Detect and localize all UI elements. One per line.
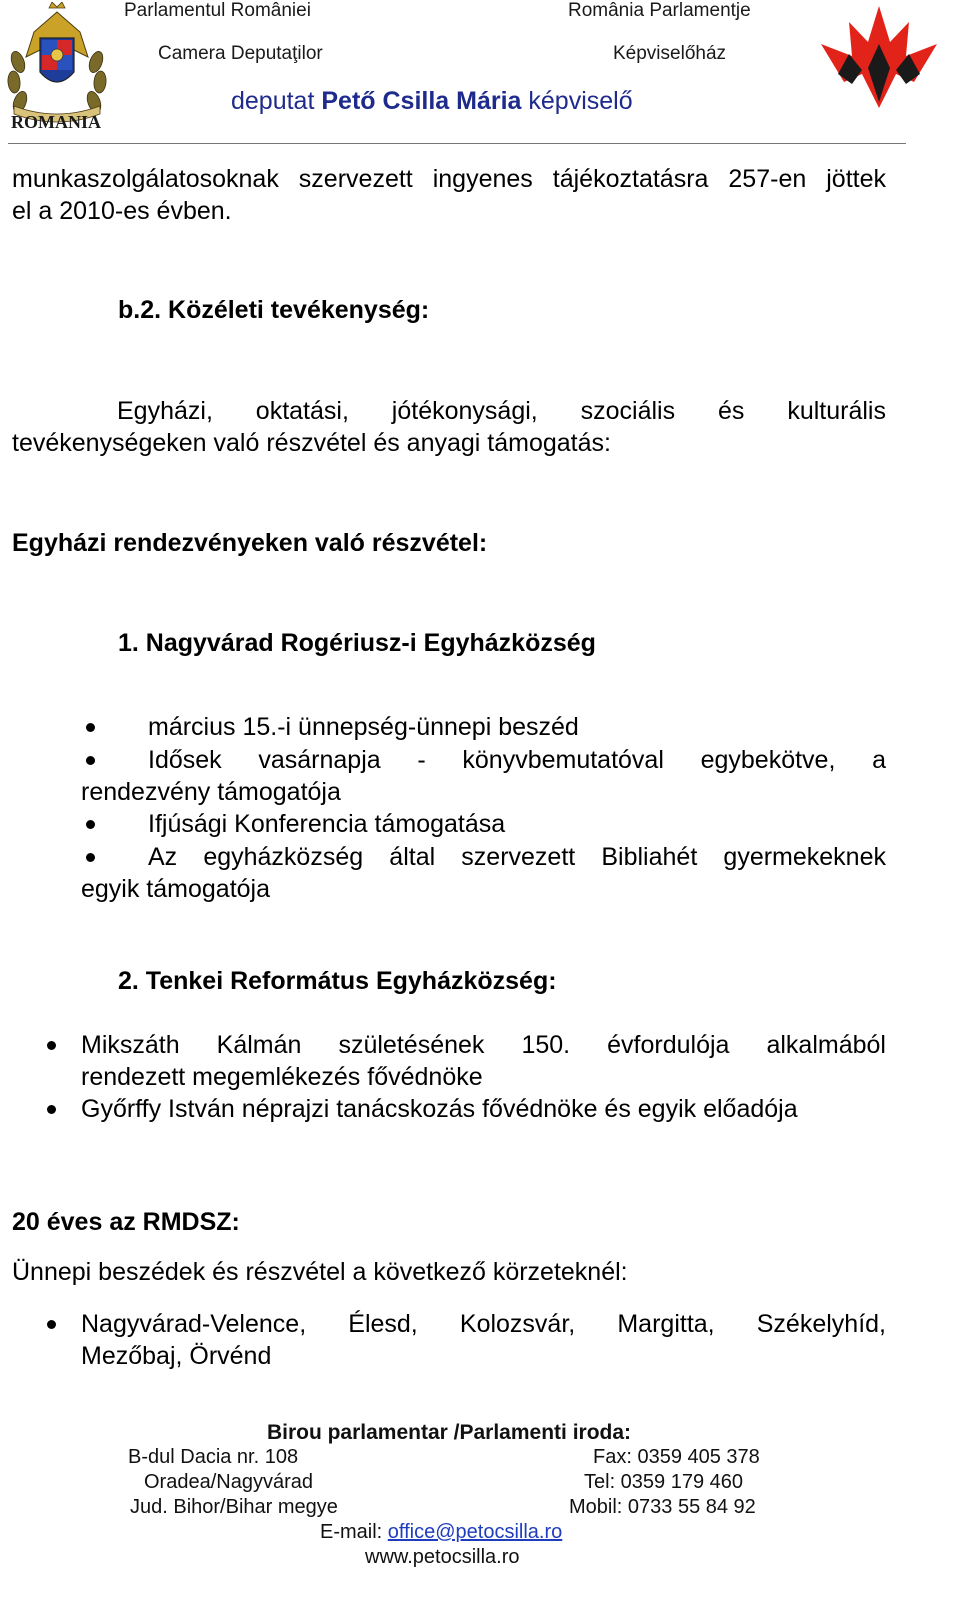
footer-address-2: Oradea/Nagyvárad bbox=[144, 1471, 313, 1493]
paragraph-1-line-2: tevékenységeken való részvétel és anyagi támogatás: bbox=[12, 429, 611, 457]
intro-line-1: munkaszolgálatosoknak szervezett ingyenes tájékoztatásra 257-en jöttek bbox=[12, 165, 886, 193]
deputy-title bbox=[231, 87, 633, 116]
item-1-bullet-2-line-1: Idősek vasárnapja - könyvbemutatóval egybekötve, a bbox=[148, 746, 886, 774]
footer-mobile: Mobil: 0733 55 84 92 bbox=[569, 1496, 756, 1518]
bullet-dot bbox=[86, 853, 95, 862]
footer-tel: Tel: 0359 179 460 bbox=[584, 1471, 744, 1493]
intro-line-2: el a 2010-es évben. bbox=[12, 197, 232, 225]
footer-email-row bbox=[320, 1520, 562, 1545]
bullet-dot bbox=[86, 756, 95, 765]
deputy-prefix: deputat bbox=[231, 87, 315, 115]
parliament-hu: România Parlamentje bbox=[568, 0, 751, 21]
footer-email-link[interactable]: office@petocsilla.ro bbox=[387, 1521, 563, 1543]
bullet-dot bbox=[86, 723, 95, 732]
parliament-ro: Parlamentul României bbox=[124, 0, 311, 21]
item-1-bullet-2-line-2: rendezvény támogatója bbox=[81, 778, 341, 806]
item-1-bullet-1: március 15.-i ünnepség-ünnepi beszéd bbox=[148, 713, 579, 741]
crest-caption: ROMANIA bbox=[11, 112, 101, 132]
section-title: b.2. Közéleti tevékenység: bbox=[118, 296, 430, 324]
church-events-heading: Egyházi rendezvényeken való részvétel: bbox=[12, 529, 488, 557]
paragraph-1-line-1: Egyházi, oktatási, jótékonysági, szociális és kulturális bbox=[117, 397, 886, 425]
footer-address-1: B-dul Dacia nr. 108 bbox=[128, 1446, 299, 1468]
item-1-bullet-4-line-2: egyik támogatója bbox=[81, 875, 271, 903]
item-2-bullet-1-line-1: Mikszáth Kálmán születésének 150. évfordulója alkalmából bbox=[81, 1031, 886, 1059]
footer-website[interactable]: www.petocsilla.ro bbox=[365, 1546, 520, 1568]
rmdsz-heading: 20 éves az RMDSZ: bbox=[12, 1208, 240, 1236]
deputy-name: Pető Csilla Mária bbox=[321, 87, 522, 115]
footer-address-3: Jud. Bihor/Bihar megye bbox=[130, 1496, 338, 1518]
deputy-suffix: képviselő bbox=[528, 87, 633, 115]
bullet-dot bbox=[86, 820, 95, 829]
rmdsz-bullet-line-1: Nagyvárad-Velence, Élesd, Kolozsvár, Margitta, Székelyhíd, bbox=[81, 1310, 886, 1338]
bullet-dot bbox=[47, 1041, 56, 1050]
item-1-title: 1. Nagyvárad Rogériusz-i Egyházközség bbox=[118, 629, 596, 657]
item-2-title: 2. Tenkei Református Egyházközség: bbox=[118, 967, 557, 995]
footer-title: Birou parlamentar /Parlamenti iroda: bbox=[266, 1421, 632, 1444]
chamber-ro: Camera Deputaţilor bbox=[158, 43, 323, 64]
footer-fax: Fax: 0359 405 378 bbox=[593, 1446, 760, 1468]
footer-email-label: E-mail: bbox=[320, 1521, 388, 1543]
rmdsz-bullet-line-2: Mezőbaj, Örvénd bbox=[81, 1342, 272, 1370]
item-1-bullet-4-line-1: Az egyházközség által szervezett Bibliahét gyermekeknek bbox=[148, 843, 886, 871]
item-2-bullet-2: Győrffy István néprajzi tanácskozás fővédnöke és egyik előadója bbox=[81, 1095, 798, 1123]
header-divider bbox=[8, 143, 906, 144]
rmdsz-tulip-logo bbox=[816, 4, 942, 110]
rmdsz-text: Ünnepi beszédek és részvétel a következő körzeteknél: bbox=[12, 1258, 628, 1286]
bullet-dot bbox=[47, 1105, 56, 1114]
item-2-bullet-1-line-2: rendezett megemlékezés fővédnöke bbox=[81, 1063, 483, 1091]
chamber-hu: Képviselőház bbox=[613, 43, 727, 64]
bullet-dot bbox=[47, 1320, 56, 1329]
item-1-bullet-3: Ifjúsági Konferencia támogatása bbox=[148, 810, 506, 838]
